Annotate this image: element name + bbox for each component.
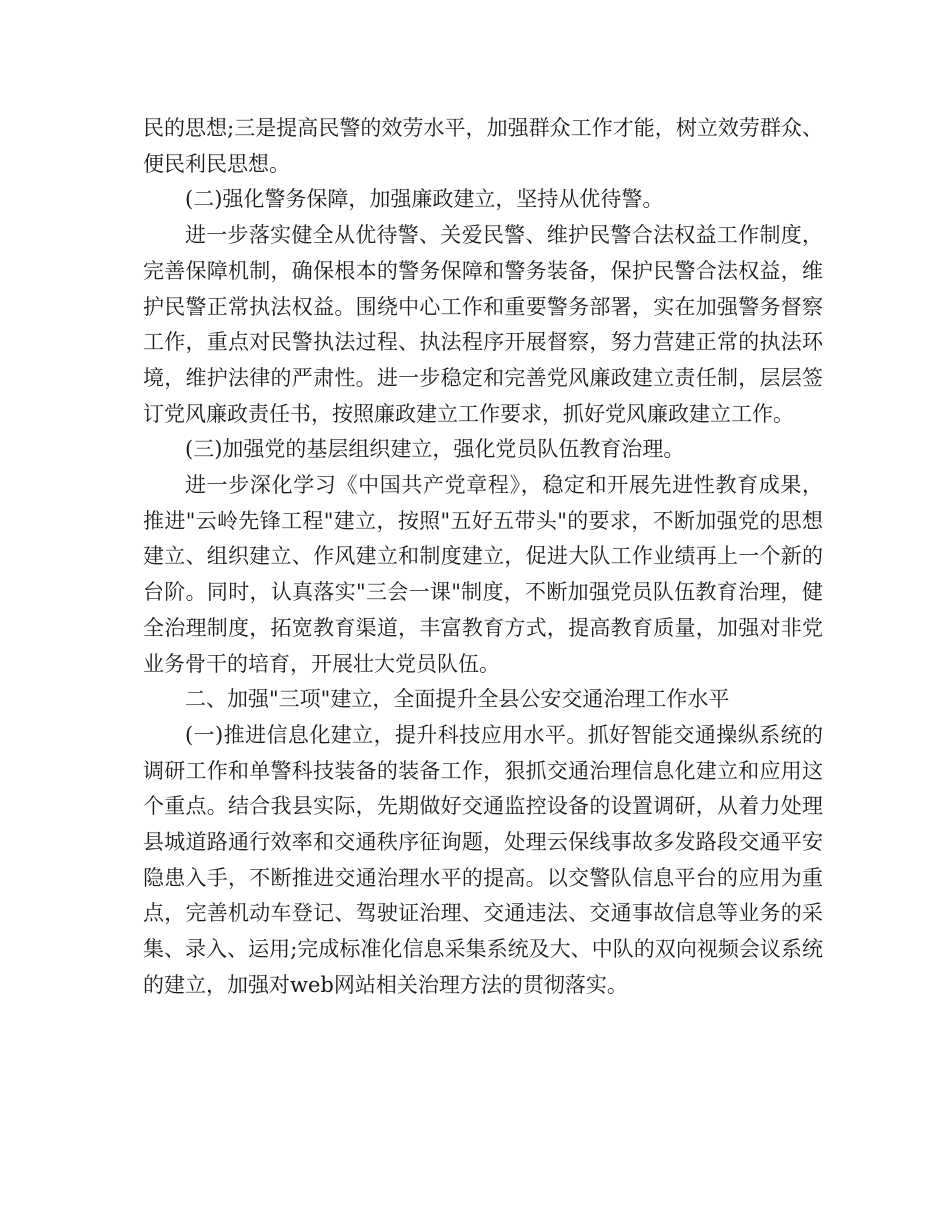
chapter-heading-2: 二、加强"三项"建立，全面提升全县公安交通治理工作水平 xyxy=(185,687,730,712)
paragraph-5: 进一步深化学习《中国共产党章程》，稳定和开展先进性教育成果，推进"云岭先锋工程"建立，按照"五好五带头"的要求，不断加强党的思想建立、组织建立、作风建立和制度建立，促进大队工作业绩再上一个新的台阶。同时，认真落实"三会一课"制度，不断加强党员队伍教育治理，健全治理制度，拓宽教育渠道，丰富教育方式，提高教育质量，加强对非党业务骨干的培育，开展壮大党员队伍。 xyxy=(143,473,823,676)
document-body xyxy=(143,111,823,1004)
section-heading-2: (二)强化警务保障，加强廉政建立，坚持从优待警。 xyxy=(185,187,664,212)
section-heading-3: (三)加强党的基层组织建立，强化党员队伍教育治理。 xyxy=(185,437,685,462)
paragraph-3: 进一步落实健全从优待警、关爱民警、维护民警合法权益工作制度，完善保障机制，确保根本的警务保障和警务装备，保护民警合法权益，维护民警正常执法权益。围绕中心工作和重要警务部署，实在加强警务督察工作，重点对民警执法过程、执法程序开展督察，努力营建正常的执法环境，维护法律的严肃性。进一步稳定和完善党风廉政建立责任制，层层签订党风廉政责任书，按照廉政建立工作要求，抓好党风廉政建立工作。 xyxy=(143,223,823,426)
paragraph-1: 民的思想;三是提高民警的效劳水平，加强群众工作才能，树立效劳群众、便民利民思想。 xyxy=(143,116,823,176)
paragraph-7: (一)推进信息化建立，提升科技应用水平。抓好智能交通操纵系统的调研工作和单警科技装备的装备工作，狠抓交通治理信息化建立和应用这个重点。结合我县实际，先期做好交通监控设备的设置调研，从着力处理县城道路通行效率和交通秩序征询题，处理云保线事故多发路段交通平安隐患入手，不断推进交通治理水平的提高。以交警队信息平台的应用为重点，完善机动车登记、驾驶证治理、交通违法、交通事故信息等业务的采集、录入、运用;完成标准化信息采集系统及大、中队的双向视频会议系统的建立，加强对web网站相关治理方法的贯彻落实。 xyxy=(143,722,823,997)
